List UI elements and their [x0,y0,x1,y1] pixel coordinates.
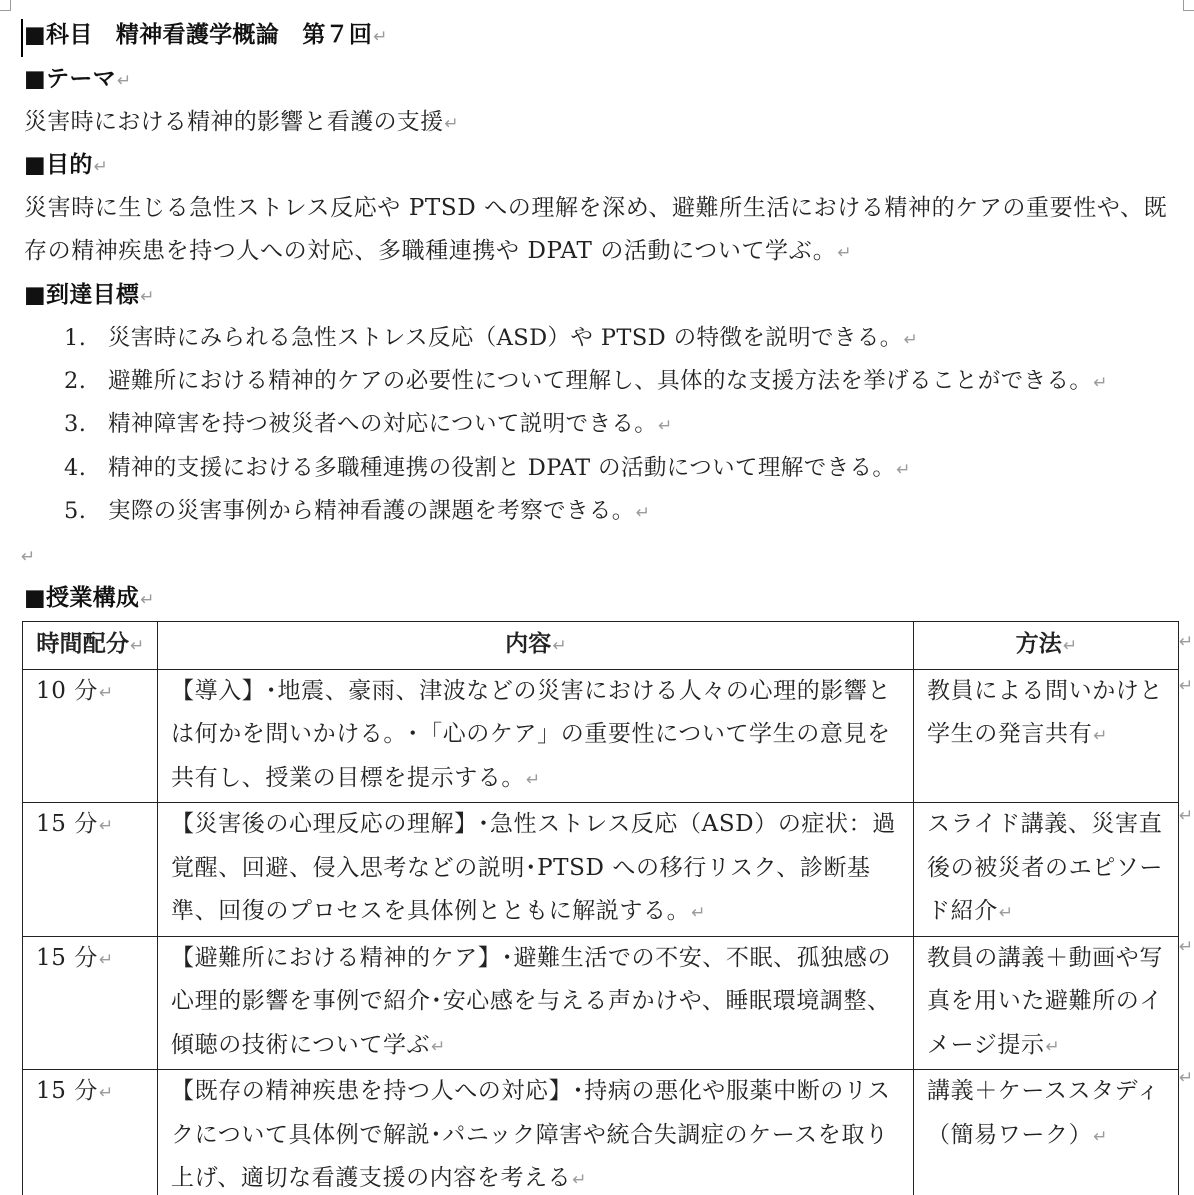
page-corner-mark-right [1183,0,1194,11]
goal-item[interactable] [64,365,1108,399]
paragraph-mark-icon: ↵ [635,503,651,523]
paragraph-mark-icon: ↵ [444,114,459,134]
header-content[interactable]: 内容↵ [158,622,914,670]
cell-content[interactable]: 【導入】･地震、豪雨、津波などの災害における人々の心理的影響とは何かを問いかける。･「心のケア」の重要性について学生の意見を共有し、授業の目標を提示する。↵ [158,669,914,803]
cell-mark-icon: ↵ [1045,1036,1061,1057]
paragraph-mark-icon: ↵ [837,243,853,263]
cell-mark-icon: ↵ [98,816,114,836]
page-corner-mark-left [0,0,11,11]
paragraph-mark-icon: ↵ [903,330,919,350]
theme-text[interactable]: 災害時における精神的影響と看護の支援↵ [24,109,459,135]
header-time[interactable]: 時間配分↵ [23,622,158,670]
row-end-mark-icon: ↵ [1179,1068,1194,1088]
goal-text: 精神障害を持つ被災者への対応について説明できる。 [108,411,658,437]
goal-item[interactable] [64,408,673,442]
cell-method[interactable]: 講義＋ケーススタディ（簡易ワーク）↵ [914,1070,1179,1195]
cell-mark-icon: ↵ [998,903,1014,923]
paragraph-mark-icon: ↵ [896,460,911,480]
cell-method[interactable]: 教員による問いかけと学生の発言共有↵ [914,669,1179,803]
goal-text: 実際の災害事例から精神看護の課題を考察できる。 [108,498,635,524]
cell-content[interactable]: 【避難所における精神的ケア】･避難生活での不安、不眠、孤独感の心理的影響を事例で紹介･安心感を与える声かけや、睡眠環境調整、傾聴の技術について学ぶ↵ [158,936,914,1070]
cell-mark-icon: ↵ [431,1036,446,1057]
row-end-mark-icon: ↵ [1179,676,1194,696]
cell-content[interactable]: 【災害後の心理反応の理解】･急性ストレス反応（ASD）の症状：過覚醒、回避、侵入思考などの説明･PTSD への移行リスク、診断基準、回復のプロセスを具体例とともに解説する。↵ [158,803,914,937]
goal-item[interactable] [64,322,918,356]
purpose-text[interactable]: 災害時に生じる急性ストレス反応や PTSD への理解を深め、避難所生活における精神的ケアの重要性や、既存の精神疾患を持つ人への対応、多職種連携や DPAT の活動について学ぶ。↵ [24,195,1168,264]
cell-mark-icon: ↵ [98,1083,114,1103]
cell-mark-icon: ↵ [1093,726,1109,746]
paragraph-mark-icon: ↵ [658,416,673,436]
table-row [23,1070,1179,1195]
header-method[interactable]: 方法↵ [914,622,1179,670]
cell-content[interactable]: 【既存の精神疾患を持つ人への対応】･持病の悪化や服薬中断のリスクについて具体例で解説･パニック障害や統合失調症のケースを取り上げ、適切な看護支援の内容を考える↵ [158,1070,914,1195]
structure-heading[interactable]: ■授業構成↵ [24,584,155,611]
paragraph-mark-icon: ↵ [1093,373,1108,393]
goal-item[interactable] [64,495,650,529]
goal-number: 2. [64,368,87,394]
cell-time[interactable]: 15 分↵ [23,803,158,937]
course-title[interactable]: ■科目 精神看護学概論 第７回↵ [24,21,388,48]
paragraph-mark-icon: ↵ [116,71,132,91]
cell-mark-icon: ↵ [526,769,541,790]
cell-time[interactable]: 15 分↵ [23,936,158,1070]
goal-number: 1. [64,325,87,351]
paragraph-mark-icon: ↵ [373,27,388,47]
empty-paragraph[interactable] [20,539,36,573]
paragraph-mark-icon: ↵ [140,590,155,610]
lesson-plan-table [22,621,1179,1195]
cell-time[interactable]: 15 分↵ [23,1070,158,1195]
cell-mark-icon: ↵ [98,682,114,703]
goal-text: 精神的支援における多職種連携の役割と DPAT の活動について理解できる。 [108,455,896,481]
cell-time[interactable]: 10 分↵ [23,669,158,803]
cell-mark-icon: ↵ [552,636,567,656]
text-cursor [21,19,23,57]
goal-text: 災害時にみられる急性ストレス反応（ASD）や PTSD の特徴を説明できる。 [108,325,903,351]
cell-mark-icon: ↵ [572,1170,588,1190]
table-row [23,669,1179,803]
goals-heading[interactable]: ■到達目標↵ [24,281,155,308]
purpose-heading[interactable]: ■目的↵ [24,151,109,178]
row-end-mark-icon: ↵ [1179,937,1194,957]
table-row [23,936,1179,1070]
paragraph-mark-icon: ↵ [93,157,109,177]
cell-mark-icon: ↵ [130,636,145,656]
goal-text: 避難所における精神的ケアの必要性について理解し、具体的な支援方法を挙げることができる。 [108,368,1093,394]
row-end-mark-icon: ↵ [1179,632,1194,652]
paragraph-mark-icon: ↵ [140,287,155,307]
cell-mark-icon: ↵ [1062,636,1078,656]
table-header-row [23,622,1179,670]
paragraph-mark-icon: ↵ [21,547,36,567]
theme-heading[interactable]: ■テーマ↵ [24,65,132,92]
row-end-mark-icon: ↵ [1179,806,1194,826]
cell-mark-icon: ↵ [691,903,707,923]
goal-number: 4. [64,455,87,481]
cell-method[interactable]: スライド講義、災害直後の被災者のエピソード紹介↵ [914,803,1179,937]
goal-item[interactable] [64,452,911,486]
goal-number: 3. [64,411,87,437]
cell-mark-icon: ↵ [1093,1126,1109,1147]
goal-number: 5. [64,498,87,524]
cell-mark-icon: ↵ [98,949,114,970]
table-row [23,803,1179,937]
cell-method[interactable]: 教員の講義＋動画や写真を用いた避難所のイメージ提示↵ [914,936,1179,1070]
